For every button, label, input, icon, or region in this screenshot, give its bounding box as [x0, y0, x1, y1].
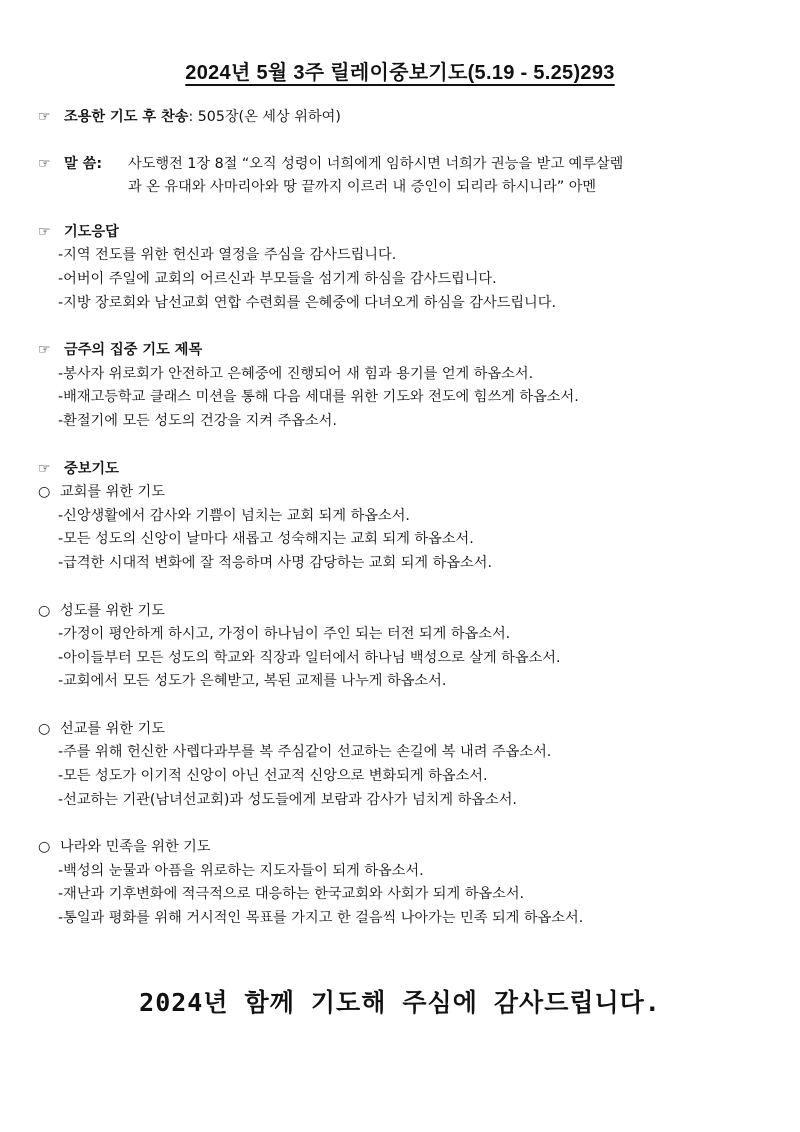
list-item: -배재고등학교 클래스 미션을 통해 다음 세대를 위한 기도와 전도에 힘쓰게 하옵소서. [58, 389, 579, 406]
list-item: -어버이 주일에 교회의 어르신과 부모들을 섬기게 하심을 감사드립니다. [58, 270, 497, 287]
list-item: -교회에서 모든 성도가 은혜받고, 복된 교제를 나누게 하옵소서. [58, 673, 447, 690]
pointing-hand-icon: ☞ [38, 342, 51, 359]
pointing-hand-icon: ☞ [38, 109, 51, 125]
prayer-group-title: 나라와 민족을 위한 기도 [60, 839, 211, 856]
pointing-hand-icon: ☞ [38, 223, 51, 240]
prayer-group-heading [38, 600, 768, 624]
circle-bullet-icon: ○ [38, 839, 51, 856]
prayer-group-heading [38, 481, 768, 505]
list-item: -아이들부터 모든 성도의 학교와 직장과 일터에서 하나님 백성으로 살게 하옵소서. [58, 649, 561, 666]
spacer [38, 694, 768, 718]
circle-bullet-icon: ○ [38, 602, 51, 619]
scripture-label: 말 씀: [64, 155, 103, 172]
list-item: -가정이 평안하게 하시고, 가정이 하나님이 주인 되는 터전 되게 하옵소서. [58, 626, 511, 643]
list-item: -봉사자 위로회가 안전하고 은혜중에 진행되어 새 힘과 용기를 얻게 하옵소서. [58, 365, 534, 382]
scripture-row [38, 153, 768, 177]
hymn-colon: : [188, 109, 194, 125]
page-title: 2024년 5월 3주 릴레이중보기도(5.19 - 5.25)293 [185, 62, 615, 84]
list-item: -지방 장로회와 남선교회 연합 수련회를 은혜중에 다녀오게 하심을 감사드립니다. [58, 294, 556, 311]
hymn-label: 조용한 기도 후 찬송 [64, 109, 189, 125]
list-item: -통일과 평화를 위해 거시적인 목표를 가지고 한 걸음씩 나아가는 민족 되게 하옵소서. [58, 910, 584, 927]
prayer-group-title: 교회를 위한 기도 [60, 484, 165, 501]
circle-bullet-icon: ○ [38, 720, 51, 737]
spacer [38, 576, 768, 600]
hymn-value: 505장(온 세상 위하여) [197, 109, 341, 125]
intercession-heading: 중보기도 [64, 460, 119, 477]
circle-bullet-icon: ○ [38, 484, 51, 501]
spacer [38, 434, 768, 458]
focus-heading-row [38, 339, 768, 363]
list-item: -지역 전도를 위한 헌신과 열정을 주심을 감사드립니다. [58, 247, 397, 264]
bulletin-content [38, 106, 768, 931]
list-item: -모든 성도가 이기적 신앙이 아닌 선교적 신앙으로 변화되게 하옵소서. [58, 768, 488, 785]
prayer-group-heading [38, 836, 768, 860]
spacer [38, 812, 768, 836]
pointing-hand-icon: ☞ [38, 155, 51, 172]
answered-heading-row [38, 221, 768, 245]
scripture-line-1: 사도행전 1장 8절 “오직 성령이 너희에게 임하시면 너희가 권능을 받고 예루살렘 [128, 155, 624, 172]
focus-heading: 금주의 집중 기도 제목 [64, 342, 203, 359]
list-item: -주를 위해 헌신한 사렙다과부를 복 주심같이 선교하는 손길에 복 내려 주옵소서. [58, 744, 552, 761]
list-item: -급격한 시대적 변화에 잘 적응하며 사명 감당하는 교회 되게 하옵소서. [58, 554, 492, 571]
list-item: -선교하는 기관(남녀선교회)과 성도들에게 보람과 감사가 넘치게 하옵소서. [58, 791, 517, 808]
list-item: -환절기에 모든 성도의 건강을 지켜 주옵소서. [58, 412, 337, 429]
prayer-group-title: 성도를 위한 기도 [60, 602, 165, 619]
list-item: -재난과 기후변화에 적극적으로 대응하는 한국교회와 사회가 되게 하옵소서. [58, 886, 525, 903]
pointing-hand-icon: ☞ [38, 460, 51, 477]
hymn-row [38, 106, 768, 130]
hymn-block [64, 106, 341, 130]
list-item: -신앙생활에서 감사와 기쁨이 넘치는 교회 되게 하옵소서. [58, 507, 410, 524]
spacer [38, 130, 768, 153]
prayer-group-heading [38, 718, 768, 742]
spacer [38, 315, 768, 339]
scripture-line-1-wrap [64, 153, 623, 177]
list-item: -백성의 눈물과 아픔을 위로하는 지도자들이 되게 하옵소서. [58, 862, 424, 879]
scripture-line-2: 과 온 유대와 사마리아와 땅 끝까지 이르러 내 증인이 되리라 하시니라” 아멘 [128, 179, 597, 196]
answered-heading: 기도응답 [64, 223, 119, 240]
intercession-heading-row [38, 458, 768, 482]
closing-message: 2024년 함께 기도해 주심에 감사드립니다. [139, 988, 661, 1017]
spacer [38, 200, 768, 221]
prayer-group-title: 선교를 위한 기도 [60, 720, 165, 737]
list-item: -모든 성도의 신앙이 날마다 새롭고 성숙해지는 교회 되게 하옵소서. [58, 531, 474, 548]
page-title-wrap [0, 56, 800, 85]
